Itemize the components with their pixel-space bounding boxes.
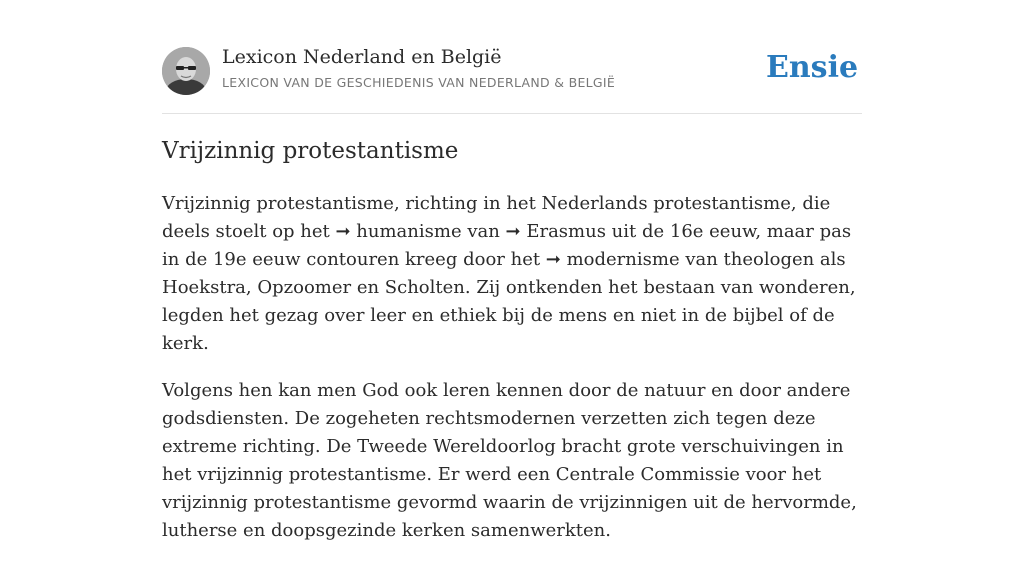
- ensie-logo[interactable]: Ensie: [766, 50, 859, 85]
- source-subtitle: LEXICON VAN DE GESCHIEDENIS VAN NEDERLAND & BELGIË: [222, 75, 616, 90]
- entry-paragraph-1: Vrijzinnig protestantisme, richting in het Nederlands protestantisme, die deels stoelt op het ➞ humanisme van ➞ Erasmus uit de 16e eeuw, maar pas in de 19e eeuw contouren kreeg door het ➞ modernisme van theologen als Hoekstra, Opzoomer en Scholten. Zij ontkenden het bestaan van wonderen, legden het gezag over leer en ethiek bij de mens en niet in de bijbel of de kerk.: [162, 193, 856, 354]
- entry-paragraph-2: Volgens hen kan men God ook leren kennen door de natuur en door andere godsdiensten. De zogeheten rechtsmodernen verzetten zich tegen deze extreme richting. De Tweede Wereldoorlog bracht grote verschuivingen in het vrijzinnig protestantisme. Er werd een Centrale Commissie voor het vrijzinnig protestantisme gevormd waarin de vrijzinnigen uit de hervormde, lutherse en doopsgezinde kerken samenwerkten.: [162, 380, 857, 541]
- author-avatar[interactable]: [162, 47, 210, 95]
- author-avatar-icon: [162, 47, 210, 95]
- entry-title: Vrijzinnig protestantisme: [162, 138, 459, 164]
- source-title[interactable]: Lexicon Nederland en België: [222, 46, 502, 68]
- entry-body: [162, 190, 862, 564]
- header-divider: [162, 113, 862, 114]
